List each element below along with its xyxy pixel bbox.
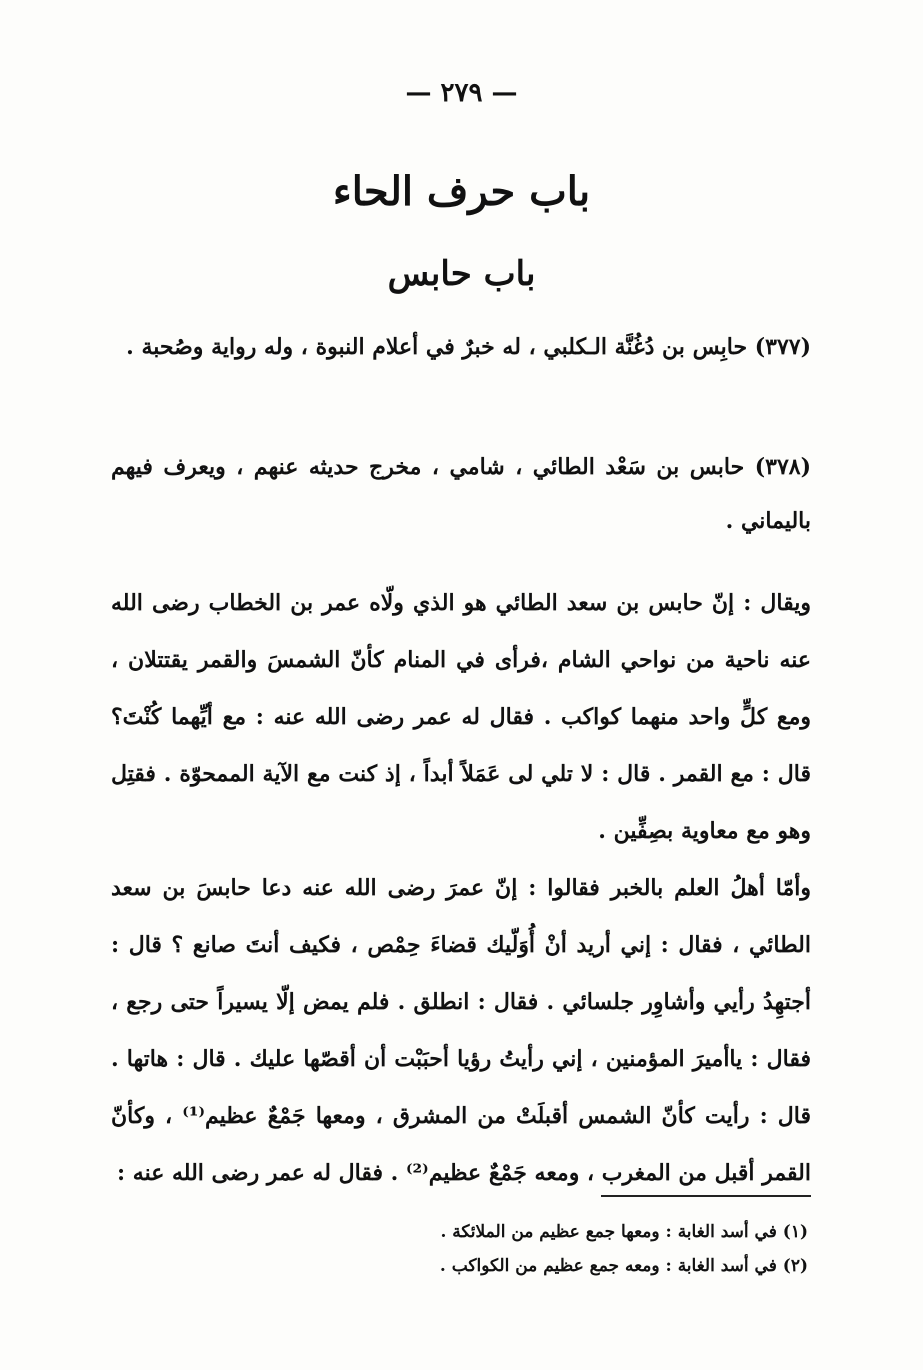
page-number: — ٢٧٩ — [405,78,518,108]
footnote-1: (١) في أسد الغابة : ومعها جمع عظيم من الملائكة . [440,1222,808,1242]
footnotes [108,1215,808,1283]
section-title: باب حابس [387,254,536,294]
biography-entry-377: (٣٧٧) حابِس بن دُغُنَّة الـكلبي ، له خبرٌ في أعلام النبوة ، وله رواية وصُحبة . [126,334,811,360]
footnote-divider [601,1195,811,1197]
body-paragraph-1: ويقال : إنّ حابس بن سعد الطائي هو الذي ولّاه عمر بن الخطاب رضى الله عنه ناحية من نواحي الشام ،فرأى في المنام كأنّ الشمسَ والقمر يقتتلان ، ومع كلٍّ واحد منهما كواكب . فقال له عمر رضى الله عنه : مع أيِّهما كُنْتَ؟ قال : مع القمر . قال : لا تلي لى عَمَلاً أبداً ، إذ كنت مع الآية الممحوّة . فقتِل وهو مع معاوية بصِفِّين . [111,590,811,844]
chapter-title: باب حرف الحاء [332,168,591,215]
body-paragraph-2: وأمّا أهلُ العلم بالخبر فقالوا : إنّ عمرَ رضى الله عنه دعا حابسَ بن سعد الطائي ، فقال : إني أريد أنْ أُوَلّيك قضاءَ حِمْص ، فكيف أنتَ صانع ؟ قال : أجتهِدُ رأيي وأشاوِر جلسائي . فقال : انطلق . فلم يمض إلّا يسيراً حتى رجع ، فقال : ياأميرَ المؤمنين ، إني رأيتُ رؤيا أحبَبْت أن أقصّها عليك . قال : هاتها . قال : رأيت كأنّ الشمس أقبلَتْ من المشرق ، ومعها جَمْعٌ عظيم⁽¹⁾ ، وكأنّ القمر أقبل من المغرب ، ومعه جَمْعٌ عظيم⁽²⁾ . فقال له عمر رضى الله عنه : [111,875,811,1186]
biography-entry-378: (٣٧٨) حابس بن سَعْد الطائي ، شامي ، مخرج حديثه عنهم ، ويعرف فيهم باليماني . [111,454,811,534]
footnote-2: (٢) في أسد الغابة : ومعه جمع عظيم من الكواكب . [439,1256,808,1276]
